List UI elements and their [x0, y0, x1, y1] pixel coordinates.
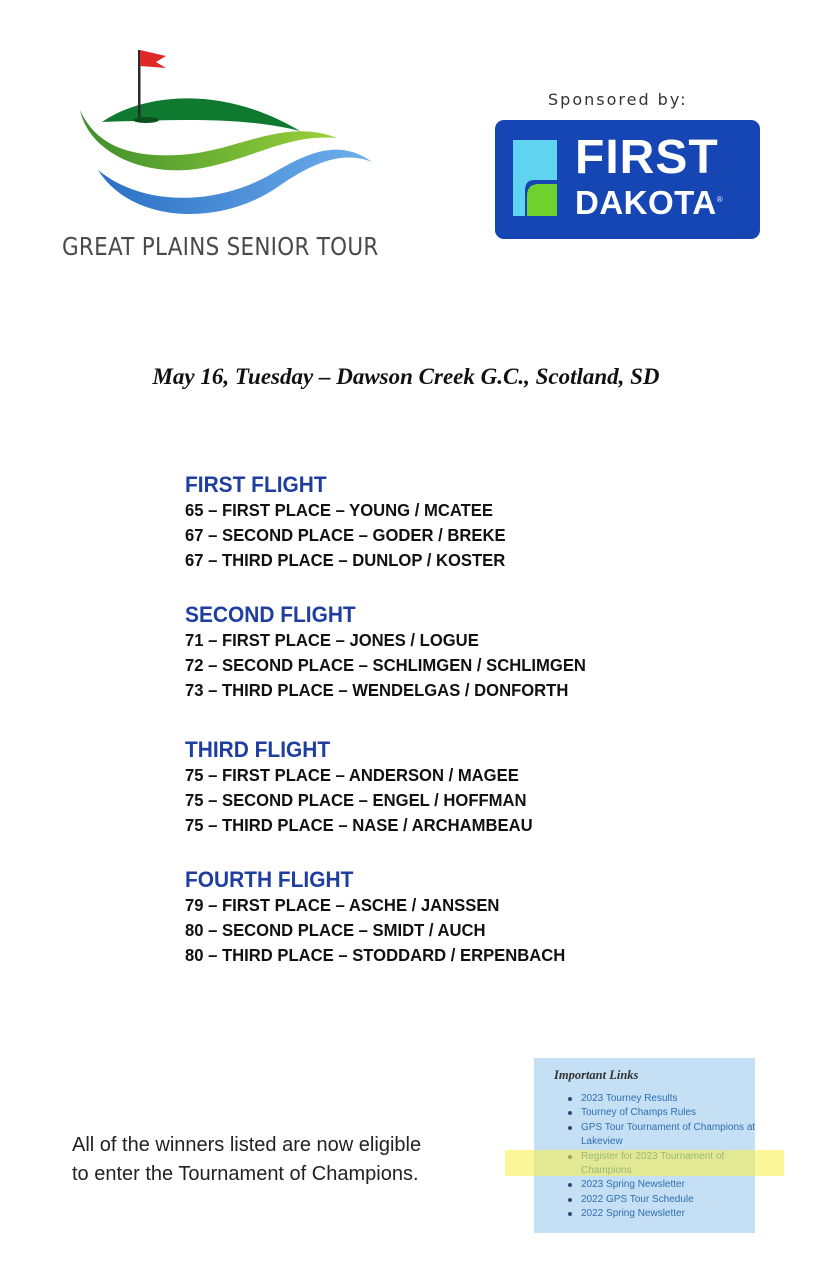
flight-result: 75 – SECOND PLACE – ENGEL / HOFFMAN: [185, 790, 527, 810]
link-gps-tour-tournament-of-champions[interactable]: GPS Tour Tournament of Champions at Lakeview: [565, 1121, 761, 1150]
link-2022-spring-newsletter[interactable]: 2022 Spring Newsletter: [565, 1207, 761, 1221]
tour-logo: [62, 46, 382, 271]
flight-result: 72 – SECOND PLACE – SCHLIMGEN / SCHLIMGEN: [185, 655, 586, 675]
registered-mark: ®: [716, 195, 724, 204]
link-2023-spring-newsletter[interactable]: 2023 Spring Newsletter: [565, 1178, 761, 1192]
flight-fourth: [185, 867, 585, 968]
flight-result: 67 – SECOND PLACE – GODER / BREKE: [185, 525, 506, 545]
flight-result: 67 – THIRD PLACE – DUNLOP / KOSTER: [185, 550, 506, 570]
flight-heading: SECOND FLIGHT: [185, 602, 356, 627]
important-links-panel: [534, 1058, 755, 1233]
highlight-marker: [505, 1150, 784, 1176]
eligibility-note-line2: to enter the Tournament of Champions.: [72, 1163, 419, 1185]
link-2022-gps-tour-schedule[interactable]: 2022 GPS Tour Schedule: [565, 1193, 761, 1207]
important-links-title: Important Links: [554, 1068, 639, 1082]
logo-text: GREAT PLAINS SENIOR TOUR: [62, 232, 379, 261]
flight-result: 80 – SECOND PLACE – SMIDT / AUCH: [185, 920, 486, 940]
flight-first: [185, 472, 522, 573]
event-title: May 16, Tuesday – Dawson Creek G.C., Scotland, SD: [152, 364, 660, 389]
sponsor-name-line1: FIRST: [575, 131, 719, 184]
flight-heading: THIRD FLIGHT: [185, 737, 331, 762]
flight-result: 80 – THIRD PLACE – STODDARD / ERPENBACH: [185, 945, 566, 965]
eligibility-note: [72, 1131, 421, 1189]
link-2023-tourney-results[interactable]: 2023 Tourney Results: [565, 1092, 761, 1106]
flight-result: 71 – FIRST PLACE – JONES / LOGUE: [185, 630, 479, 650]
sponsor-mark-icon: [513, 140, 561, 216]
golf-course-logo-icon: [72, 46, 372, 226]
flight-heading: FIRST FLIGHT: [185, 472, 327, 497]
flight-result: 75 – FIRST PLACE – ANDERSON / MAGEE: [185, 765, 519, 785]
flight-result: 75 – THIRD PLACE – NASE / ARCHAMBEAU: [185, 815, 533, 835]
eligibility-note-line1: All of the winners listed are now eligible: [72, 1134, 422, 1156]
link-tourney-of-champs-rules[interactable]: Tourney of Champs Rules: [565, 1106, 761, 1120]
flight-third: [185, 737, 551, 838]
flight-heading: FOURTH FLIGHT: [185, 867, 354, 892]
sponsor-label: Sponsored by:: [548, 90, 688, 109]
flight-second: [185, 602, 607, 703]
flight-result: 73 – THIRD PLACE – WENDELGAS / DONFORTH: [185, 680, 569, 700]
sponsor-name: [575, 131, 724, 221]
flight-result: 65 – FIRST PLACE – YOUNG / MCATEE: [185, 500, 493, 520]
flight-result: 79 – FIRST PLACE – ASCHE / JANSSEN: [185, 895, 500, 915]
sponsor-name-line2: [575, 186, 723, 219]
sponsor-logo: [495, 120, 760, 239]
sponsor-name-line2-text: DAKOTA: [575, 184, 717, 221]
